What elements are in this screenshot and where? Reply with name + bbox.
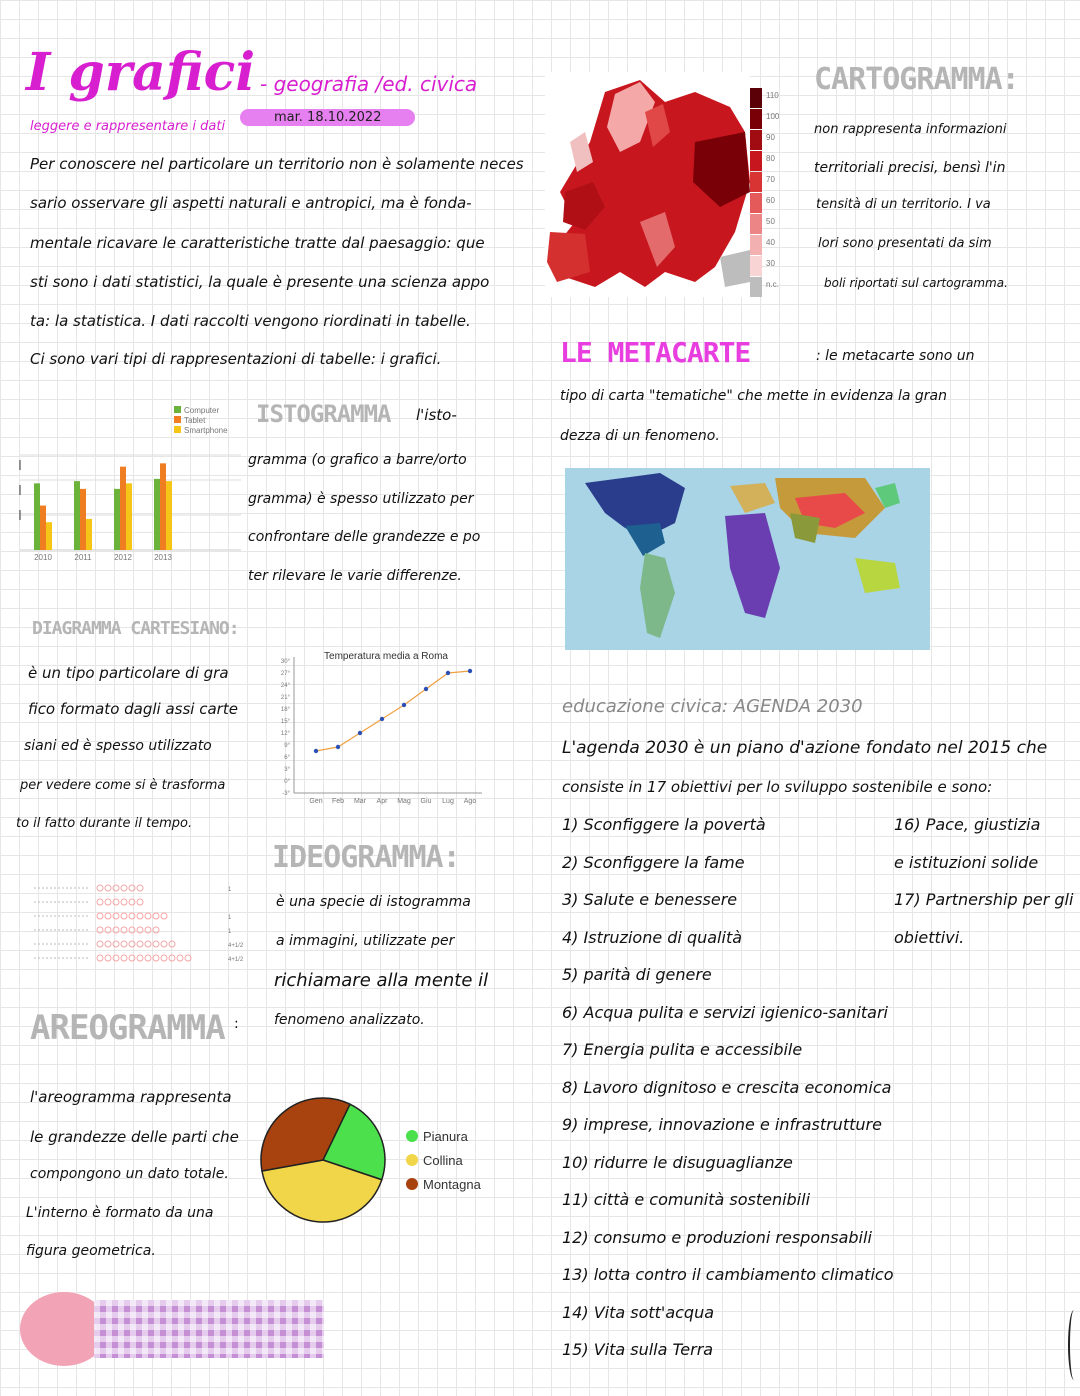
diagramma-line-4: per vedere come si è trasforma	[20, 778, 226, 793]
agenda-item: 3) Salute e benessere	[562, 890, 738, 909]
line-y-tick: 12°	[280, 731, 290, 737]
ideo-row-value: 4+1/2	[228, 957, 244, 963]
map-legend-label: 110	[766, 91, 779, 100]
diagramma-line-2: fico formato dagli assi carte	[28, 700, 238, 718]
bar-computer-2011	[74, 481, 80, 550]
agenda-item: 7) Energia pulita e accessibile	[562, 1040, 803, 1059]
ideo-icon	[105, 913, 111, 919]
line-point-Apr	[380, 717, 384, 721]
map-legend-swatch	[750, 130, 762, 150]
ideo-icon	[97, 913, 103, 919]
ideo-icon	[113, 913, 119, 919]
map-legend-swatch	[750, 151, 762, 171]
page-title: I grafici	[26, 42, 256, 103]
ideo-icon	[105, 955, 111, 961]
cartogramma-line-1: non rappresenta informazioni	[814, 122, 1007, 137]
line-x-tick: Apr	[376, 798, 388, 805]
bar-x-tick: 2012	[114, 553, 132, 562]
ideo-icon	[97, 899, 103, 905]
ideo-icon	[177, 955, 183, 961]
agenda-item: 11) città e comunità sostenibili	[562, 1190, 811, 1209]
pie-chart	[255, 1090, 505, 1230]
bar-smartphone-2013	[166, 481, 172, 550]
cartogramma-line-4: lori sono presentati da sim	[818, 236, 992, 251]
bar-chart	[16, 400, 246, 565]
bar-tablet-2012	[120, 467, 126, 550]
diagramma-title: DIAGRAMMA CARTESIANO:	[32, 618, 239, 639]
line-point-Mag	[402, 703, 406, 707]
legend-label-smartphone: Smartphone	[184, 426, 228, 435]
ideo-icon	[153, 913, 159, 919]
ideogramma-line-3: richiamare alla mente il	[274, 970, 489, 991]
ideo-icon	[137, 927, 143, 933]
areogramma-title: AREOGRAMMA	[30, 1008, 225, 1048]
line-y-tick: 21°	[280, 695, 290, 701]
ideo-icon	[113, 927, 119, 933]
agenda-item: 8) Lavoro dignitoso e crescita economica	[562, 1077, 892, 1097]
line-x-tick: Gen	[309, 798, 323, 805]
ideo-icon	[137, 885, 143, 891]
intro-line-2: sario osservare gli aspetti naturali e antropici, ma è fonda-	[30, 194, 472, 212]
line-x-tick: Lug	[442, 798, 454, 805]
agenda-item: 6) Acqua pulita e servizi igienico-sanitari	[562, 1002, 888, 1022]
line-point-Lug	[446, 671, 450, 675]
intro-line-1: Per conoscere nel particolare un territorio non è solamente neces	[30, 155, 524, 173]
map-legend-swatch	[750, 193, 762, 213]
ideo-icon	[137, 941, 143, 947]
map-legend-label: 50	[766, 217, 775, 226]
ideo-icon	[145, 927, 151, 933]
agenda-item: 10) ridurre le disuguaglianze	[562, 1152, 793, 1172]
agenda-item: 2) Sconfiggere la fame	[562, 852, 745, 872]
ideo-icon	[113, 899, 119, 905]
cartogram-world-map	[565, 468, 930, 650]
ideo-icon	[97, 941, 103, 947]
ideo-icon	[121, 913, 127, 919]
line-chart	[272, 645, 487, 810]
ideo-row-value: 1	[228, 929, 232, 935]
map-legend-label: 30	[766, 259, 775, 268]
istogramma-line-5: ter rilevare le varie differenze.	[248, 568, 462, 584]
map-legend-label: 90	[766, 133, 775, 142]
map-legend-swatch	[750, 172, 762, 192]
ideo-icon	[137, 913, 143, 919]
agenda-item: 5) parità di genere	[562, 965, 712, 984]
agenda-item: 13) lotta contro il cambiamento climatico	[562, 1265, 894, 1284]
line-y-tick: -3°	[282, 791, 290, 797]
line-x-tick: Mar	[353, 798, 367, 805]
legend-swatch	[174, 406, 181, 413]
line-y-tick: 9°	[284, 743, 290, 749]
ideo-icon	[129, 941, 135, 947]
ideogramma-title: IDEOGRAMMA:	[272, 840, 460, 875]
pie-legend-dot	[406, 1178, 418, 1190]
ideo-icon	[161, 955, 167, 961]
ideo-icon	[129, 899, 135, 905]
bar-computer-2012	[114, 489, 120, 550]
bar-smartphone-2012	[126, 483, 132, 550]
areogramma-line-5: figura geometrica.	[26, 1243, 156, 1259]
line-series	[316, 671, 470, 751]
areogramma-colon: :	[234, 1016, 239, 1032]
header-note: leggere e rappresentare i dati	[30, 119, 226, 134]
map-legend-label: 60	[766, 196, 775, 205]
map-legend-label: n.c.	[766, 280, 779, 289]
ideo-icon	[97, 885, 103, 891]
ideo-icon	[153, 955, 159, 961]
pie-legend-dot	[406, 1154, 418, 1166]
bar-computer-2010	[34, 483, 40, 550]
legend-label-computer: Computer	[184, 406, 220, 415]
cartogramma-line-2: territoriali precisi, bensì l'in	[814, 160, 1006, 176]
ideogramma-line-4: fenomeno analizzato.	[274, 1012, 425, 1028]
ideo-icon	[145, 941, 151, 947]
map-legend-label: 40	[766, 238, 775, 247]
bar-tablet-2013	[160, 463, 166, 550]
istogramma-line-4: confrontare delle grandezze e po	[248, 529, 481, 545]
page-subtitle: - geografia /ed. civica	[260, 72, 478, 96]
line-x-tick: Ago	[463, 798, 477, 805]
ideo-icon	[137, 899, 143, 905]
agenda-intro-2: consiste in 17 obiettivi per lo sviluppo sostenibile e sono:	[562, 778, 993, 796]
ideo-icon	[97, 955, 103, 961]
legend-swatch	[174, 416, 181, 423]
areogramma-line-4: L'interno è formato da una	[26, 1205, 214, 1221]
line-chart-title: Temperatura media a Roma	[324, 651, 448, 662]
ideo-icon	[153, 927, 159, 933]
line-point-Mar	[358, 731, 362, 735]
ideo-icon	[113, 885, 119, 891]
ideo-icon	[105, 885, 111, 891]
ideo-icon	[105, 899, 111, 905]
map-legend-label: 80	[766, 154, 775, 163]
line-point-Gen	[314, 749, 318, 753]
line-y-tick: 3°	[284, 767, 290, 773]
map-legend-swatch	[750, 235, 762, 255]
bar-chart-legend	[174, 406, 228, 435]
diagramma-line-5: to il fatto durante il tempo.	[16, 816, 193, 831]
bar-x-tick: 2013	[154, 553, 172, 562]
agenda-item: 12) consumo e produzioni responsabili	[562, 1227, 872, 1247]
bar-x-tick: 2011	[74, 553, 92, 562]
intro-line-6: Ci sono vari tipi di rappresentazioni di tabelle: i grafici.	[30, 350, 442, 368]
intro-line-4: sti sono i dati statistici, la quale è presente una scienza appo	[30, 273, 490, 291]
istogramma-line-3: gramma) è spesso utilizzato per	[248, 491, 474, 507]
ideo-icon	[145, 913, 151, 919]
ideo-icon	[129, 955, 135, 961]
line-x-tick: Giu	[420, 798, 432, 805]
areogramma-line-3: compongono un dato totale.	[30, 1166, 229, 1182]
line-y-tick: 30°	[280, 659, 290, 665]
agenda-item-right: 16) Pace, giustizia	[894, 815, 1041, 834]
ideo-icon	[185, 955, 191, 961]
ideo-row-value: 4+1/2	[228, 943, 244, 949]
ideo-row-value: 1	[228, 915, 232, 921]
cartogramma-line-5: boli riportati sul cartogramma.	[824, 276, 1008, 290]
agenda-heading: educazione civica: AGENDA 2030	[562, 696, 863, 717]
areogramma-line-1: l'areogramma rappresenta	[30, 1088, 232, 1106]
ideo-icon	[129, 885, 135, 891]
ideo-icon	[113, 955, 119, 961]
choropleth-map	[545, 72, 797, 304]
intro-line-3: mentale ricavare le caratteristiche tratte dal paesaggio: que	[30, 234, 485, 252]
ideo-icon	[105, 927, 111, 933]
ideo-icon	[113, 941, 119, 947]
bar-tablet-2010	[40, 506, 46, 550]
ideo-icon	[97, 927, 103, 933]
legend-label-tablet: Tablet	[184, 416, 206, 425]
ideo-icon	[121, 899, 127, 905]
cartogramma-line-3: tensità di un territorio. I va	[816, 197, 991, 212]
legend-swatch	[174, 426, 181, 433]
istogramma-line-1: l'isto-	[416, 406, 457, 424]
line-y-tick: 15°	[280, 719, 290, 725]
metacarte-title: LE METACARTE	[560, 336, 751, 369]
line-point-Giu	[424, 687, 428, 691]
line-y-tick: 6°	[284, 755, 290, 761]
line-y-tick: 18°	[280, 707, 290, 713]
agenda-item-right: e istituzioni solide	[894, 852, 1039, 872]
ideo-icon	[137, 955, 143, 961]
line-x-tick: Feb	[331, 798, 345, 805]
ideo-icon	[105, 941, 111, 947]
date-label: mar. 18.10.2022	[240, 109, 415, 126]
page-edge-mark	[1068, 1310, 1080, 1380]
pie-legend-pianura: Pianura	[423, 1129, 468, 1144]
ideo-icon	[153, 941, 159, 947]
agenda-item: 15) Vita sulla Terra	[562, 1340, 714, 1359]
ideogramma-line-2: a immagini, utilizzate per	[276, 933, 455, 949]
line-y-tick: 27°	[280, 671, 290, 677]
ideo-icon	[145, 955, 151, 961]
agenda-item: 9) imprese, innovazione e infrastrutture	[562, 1115, 882, 1134]
metacarte-line-2: tipo di carta "tematiche" che mette in evidenza la gran	[560, 388, 947, 404]
ideo-icon	[121, 927, 127, 933]
ideogram-chart	[30, 878, 260, 978]
agenda-item: 4) Istruzione di qualità	[562, 927, 743, 947]
agenda-item: 1) Sconfiggere la povertà	[562, 815, 766, 834]
map-legend-swatch	[750, 277, 762, 297]
ideo-icon	[161, 941, 167, 947]
line-point-Ago	[468, 669, 472, 673]
ideo-icon	[121, 955, 127, 961]
istogramma-title: ISTOGRAMMA	[256, 400, 391, 428]
line-point-Feb	[336, 745, 340, 749]
diagramma-line-1: è un tipo particolare di gra	[28, 664, 229, 682]
intro-line-5: ta: la statistica. I dati raccolti vengono riordinati in tabelle.	[30, 312, 471, 330]
map-legend-swatch	[750, 88, 762, 108]
diagramma-line-3: siani ed è spesso utilizzato	[24, 738, 212, 754]
line-x-tick: Mag	[397, 798, 411, 805]
ideo-icon	[161, 913, 167, 919]
bar-computer-2013	[154, 479, 160, 550]
agenda-intro-1: L'agenda 2030 è un piano d'azione fondato nel 2015 che	[562, 738, 1048, 758]
map-legend-swatch	[750, 214, 762, 234]
areogramma-line-2: le grandezze delle parti che	[30, 1128, 239, 1146]
ideo-icon	[169, 955, 175, 961]
ideo-icon	[121, 885, 127, 891]
bar-smartphone-2010	[46, 522, 52, 550]
bar-smartphone-2011	[86, 519, 92, 550]
ideo-icon	[129, 927, 135, 933]
ideo-icon	[129, 913, 135, 919]
pie-legend-collina: Collina	[423, 1153, 463, 1168]
map-legend-swatch	[750, 256, 762, 276]
ideo-icon	[121, 941, 127, 947]
bar-tablet-2011	[80, 489, 86, 550]
decorative-tape	[94, 1300, 324, 1358]
cartogramma-title: CARTOGRAMMA:	[814, 62, 1019, 97]
metacarte-line-1: : le metacarte sono un	[816, 348, 975, 364]
agenda-item-right: obiettivi.	[894, 927, 965, 947]
metacarte-line-3: dezza di un fenomeno.	[560, 428, 720, 444]
line-y-tick: 0°	[284, 779, 290, 785]
map-legend-swatch	[750, 109, 762, 129]
agenda-item: 14) Vita sott'acqua	[562, 1302, 715, 1322]
bar-x-tick: 2010	[34, 553, 52, 562]
line-y-tick: 24°	[280, 683, 290, 689]
map-legend-label: 70	[766, 175, 775, 184]
istogramma-line-2: gramma (o grafico a barre/orto	[248, 452, 467, 468]
map-legend-label: 100	[766, 112, 780, 121]
pie-legend-dot	[406, 1130, 418, 1142]
ideo-icon	[169, 941, 175, 947]
agenda-item-right: 17) Partnership per gli	[894, 890, 1074, 909]
pie-legend-montagna: Montagna	[423, 1177, 481, 1192]
ideo-row-value: 1	[228, 887, 232, 893]
ideogramma-line-1: è una specie di istogramma	[276, 894, 471, 910]
